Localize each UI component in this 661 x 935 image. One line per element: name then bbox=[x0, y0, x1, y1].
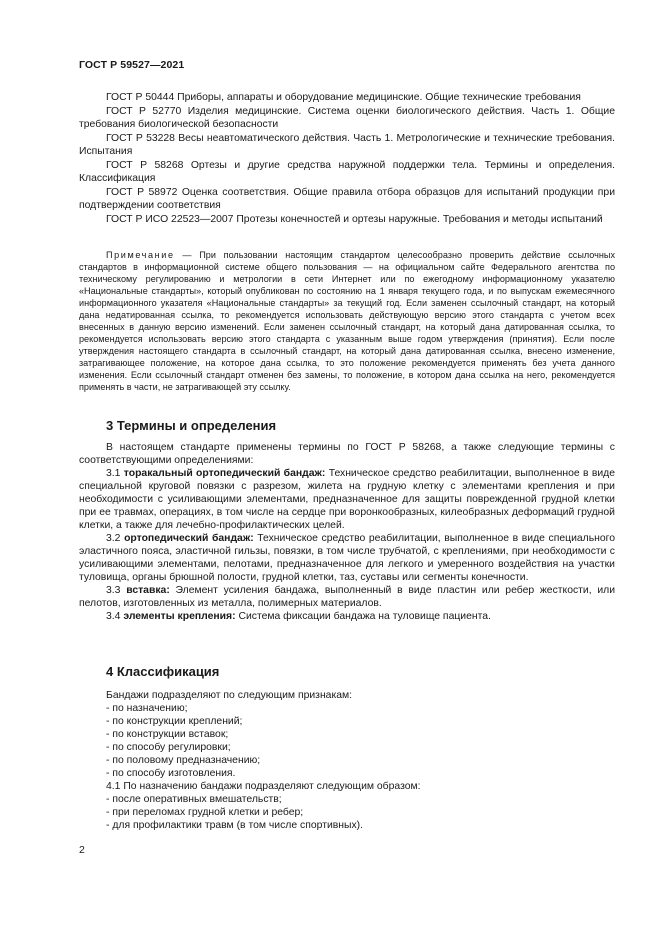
section-4-body bbox=[79, 689, 615, 832]
term-definition: Техническое средство реабилитации, выполненное в виде специальной круговой повязки с разрезом, жилета на грудную клетку с элементами крепления и при необходимости с усиливающими элементами, предназначенное для защиты поврежденной грудной клетки при ее травмах, операциях, в том числе на сердце при воронкообразных, килеобразных деформаций грудной клетки, а также для лечебно-профилактических целей. bbox=[79, 468, 615, 531]
normative-references-list bbox=[79, 91, 615, 227]
reference-item: ГОСТ Р 50444 Приборы, аппараты и оборудование медицинские. Общие технические требования bbox=[106, 92, 581, 103]
purpose-item: - после оперативных вмешательств; bbox=[106, 794, 282, 805]
reference-item: ГОСТ Р 58268 Ортезы и другие средства наружной поддержки тела. Термины и определения. Классификация bbox=[79, 160, 615, 184]
classification-criterion: - по способу изготовления. bbox=[106, 768, 236, 779]
term-number: 3.4 bbox=[106, 611, 121, 622]
note-paragraph bbox=[79, 249, 615, 393]
purpose-item: - при переломах грудной клетки и ребер; bbox=[106, 807, 304, 818]
classification-criterion: - по конструкции вставок; bbox=[106, 729, 229, 740]
subsection-4-1-intro: 4.1 По назначению бандажи подразделяют следующим образом: bbox=[106, 781, 421, 792]
term-definition: Техническое средство реабилитации, выполненное в виде специального эластичного пояса, эластичной гильзы, повязки, в том числе трубчатой, с креплениями, при необходимости с усиливающими элементами, пелотами, предназначенное для легкого и умеренного воздействия на участки туловища, органы брюшной полости, грудной клетки, таз, суставы или сегменты конечности. bbox=[79, 533, 616, 583]
term-number: 3.2 bbox=[106, 533, 121, 544]
page-number: 2 bbox=[79, 844, 85, 856]
note-text: — При пользовании настоящим стандартом целесообразно проверить действие ссылочных стандартов в информационной системе общего пользования — на официальном сайте Федерального агентства по техническому регулированию и метрологии в сети Интернет или по ежегодному информационному указателю «Национальные стандарты», который опубликован по состоянию на 1 января текущего года, и по выпускам ежемесячного информационного указателя «Национальные стандарты» за текущий год. Если заменен ссылочный стандарт, на который дана недатированная ссылка, то рекомендуется использовать действующую версию этого стандарта с учетом всех внесенных в данную версию изменений. Если заменен ссылочный стандарт, на который дана датированная ссылка, то рекомендуется использовать версию этого стандарта с указанным выше годом утверждения (принятия). Если после утверждения настоящего стандарта в ссылочный стандарт, на который дана датированная ссылка, внесено изменение, затрагивающее положение, на которое дана ссылка, то это положение рекомендуется применять без учета данного изменения. Если ссылочный стандарт отменен без замены, то положение, в котором дана ссылка на него, рекомендуется применять в части, не затрагивающей эту ссылку. bbox=[79, 250, 615, 392]
document-code-header: ГОСТ Р 59527—2021 bbox=[79, 59, 185, 71]
term-name: элементы крепления: bbox=[123, 611, 236, 622]
reference-item: ГОСТ Р ИСО 22523—2007 Протезы конечностей и ортезы наружные. Требования и методы испытаний bbox=[106, 214, 603, 225]
term-number: 3.3 bbox=[106, 585, 121, 596]
reference-item: ГОСТ Р 53228 Весы неавтоматического действия. Часть 1. Метрологические и технические требования. Испытания bbox=[79, 133, 615, 157]
term-name: торакальный ортопедический бандаж: bbox=[123, 468, 326, 479]
note-block bbox=[79, 249, 615, 393]
term-name: ортопедический бандаж: bbox=[124, 533, 254, 544]
term-entry bbox=[79, 532, 615, 584]
classification-criterion: - по способу регулировки; bbox=[106, 742, 231, 753]
term-entry bbox=[79, 584, 615, 610]
section-3-intro: В настоящем стандарте применены термины по ГОСТ Р 58268, а также следующие термины с соответствующими определениями: bbox=[79, 442, 615, 466]
section-3-heading: 3 Термины и определения bbox=[106, 418, 277, 433]
term-definition: Система фиксации бандажа на туловище пациента. bbox=[238, 611, 491, 622]
section-4-heading: 4 Классификация bbox=[106, 664, 220, 679]
section-3-body bbox=[79, 441, 615, 623]
term-name: вставка: bbox=[126, 585, 170, 596]
classification-criterion: - по конструкции креплений; bbox=[106, 716, 243, 727]
section-4-intro: Бандажи подразделяют по следующим признакам: bbox=[106, 690, 353, 701]
term-entry bbox=[79, 610, 615, 623]
classification-criterion: - по назначению; bbox=[106, 703, 188, 714]
term-entry bbox=[79, 467, 615, 532]
reference-item: ГОСТ Р 58972 Оценка соответствия. Общие правила отбора образцов для испытаний продукции при подтверждении соответствия bbox=[79, 187, 615, 211]
classification-criterion: - по половому предназначению; bbox=[106, 755, 261, 766]
term-number: 3.1 bbox=[106, 468, 121, 479]
purpose-item: - для профилактики травм (в том числе спортивных). bbox=[106, 820, 364, 831]
note-label: Примечание bbox=[106, 250, 175, 260]
term-definition: Элемент усиления бандажа, выполненный в виде пластин или ребер жесткости, или пелотов, изготовленных из металла, полимерных материалов. bbox=[79, 585, 616, 609]
reference-item: ГОСТ Р 52770 Изделия медицинские. Система оценки биологического действия. Часть 1. Общие требования биологической безопасности bbox=[79, 106, 615, 130]
